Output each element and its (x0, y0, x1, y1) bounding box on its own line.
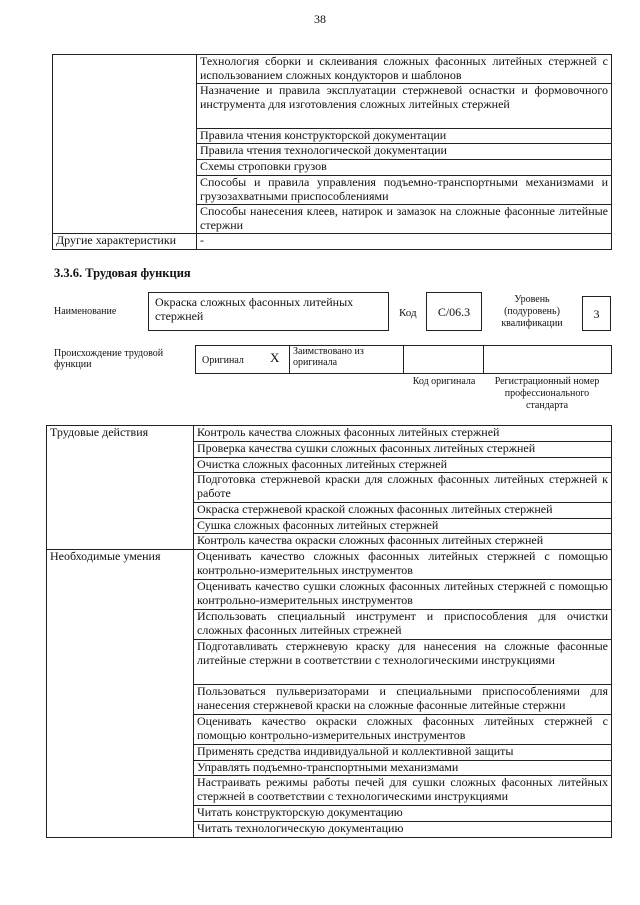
origin-original-cell (196, 346, 290, 374)
reg-number-cell (484, 346, 612, 374)
skill-item: Читать конструкторскую документацию (194, 806, 612, 822)
skill-item: Применять средства индивидуальной и коллективной защиты (194, 745, 612, 761)
top-table (52, 54, 612, 250)
top-table-cell: Правила чтения конструкторской документации (197, 129, 612, 144)
level-value-box (582, 296, 611, 331)
name-value-box (148, 292, 389, 331)
name-label: Наименование (54, 306, 117, 317)
code-label: Код (399, 307, 417, 319)
original-label: Оригинал (202, 355, 244, 366)
skill-item: Подготавливать стержневую краску для нанесения на сложные фасонные литейные стержни в соответствии с технологическими инструкциями (194, 640, 612, 685)
original-mark: X (270, 350, 280, 365)
code-value-box (426, 292, 482, 331)
top-table-cell: Правила чтения технологической документации (197, 144, 612, 160)
skill-item: Управлять подъемно-транспортными механизмами (194, 761, 612, 776)
labor-action-item: Очистка сложных фасонных литейных стержней (194, 458, 612, 473)
labor-actions-label: Трудовые действия (47, 426, 194, 550)
top-table-cell: Способы нанесения клеев, натирок и замазок на сложные фасонные литейные стержни (197, 205, 612, 234)
reg-number-label: Регистрационный номер профессионального стандарта (494, 376, 600, 411)
labor-action-item: Проверка качества сушки сложных фасонных литейных стержней (194, 442, 612, 458)
labor-action-item: Окраска стержневой краской сложных фасонных литейных стержней (194, 503, 612, 519)
top-table-cell: Схемы строповки грузов (197, 160, 612, 176)
origin-table (195, 345, 612, 374)
page-number: 38 (314, 12, 326, 26)
labor-action-item: Контроль качества окраски сложных фасонных литейных стержней (194, 534, 612, 550)
skill-item: Пользоваться пульверизаторами и специальными приспособлениями для нанесения стержневой краски на сложные фасонные литейные стержни (194, 685, 612, 715)
skill-item: Читать технологическую документацию (194, 822, 612, 838)
level-label: Уровень (подуровень) квалификации (501, 294, 563, 329)
skill-item: Использовать специальный инструмент и приспособления для очистки сложных фасонных литейных стрежней (194, 610, 612, 640)
level-value: 3 (593, 307, 600, 321)
skill-item: Настраивать режимы работы печей для сушки сложных фасонных литейных стержней в соответствии с технологическими инструкциями (194, 776, 612, 806)
code-original-label: Код оригинала (412, 376, 476, 387)
labor-action-item: Сушка сложных фасонных литейных стержней (194, 519, 612, 534)
other-characteristics-value: - (197, 234, 612, 250)
code-original-cell (404, 346, 484, 374)
labor-action-item: Подготовка стержневой краски для сложных фасонных литейных стержней к работе (194, 473, 612, 503)
top-table-cell: Технология сборки и склеивания сложных фасонных литейных стержней с использованием сложных кондукторов и шаблонов (197, 55, 612, 84)
top-table-cell: Назначение и правила эксплуатации стержневой оснастки и формовочного инструмента для изготовления сложных литейных стержней (197, 84, 612, 129)
top-table-cell: Способы и правила управления подъемно-транспортными механизмами и грузозахватными приспособлениями (197, 176, 612, 205)
code-value: C/06.3 (437, 305, 471, 319)
labor-action-item: Контроль качества сложных фасонных литейных стержней (194, 426, 612, 442)
name-value: Окраска сложных фасонных литейных стержней (155, 295, 354, 323)
skill-item: Оценивать качество окраски сложных фасонных литейных стержней с помощью контрольно-измерительных инструментов (194, 715, 612, 745)
origin-label: Происхождение трудовой функции (54, 348, 164, 370)
other-characteristics-label: Другие характеристики (53, 234, 197, 250)
skill-item: Оценивать качество сушки сложных фасонных литейных стержней с помощью контрольно-измерительных инструментов (194, 580, 612, 610)
skill-item: Оценивать качество сложных фасонных литейных стержней с помощью контрольно-измерительных инструментов (194, 550, 612, 580)
top-table-left-cell (53, 55, 197, 234)
main-table (46, 425, 612, 838)
skills-label: Необходимые умения (47, 550, 194, 838)
section-heading: 3.3.6. Трудовая функция (54, 266, 191, 280)
borrowed-label: Заимствовано из оригинала (290, 346, 404, 374)
